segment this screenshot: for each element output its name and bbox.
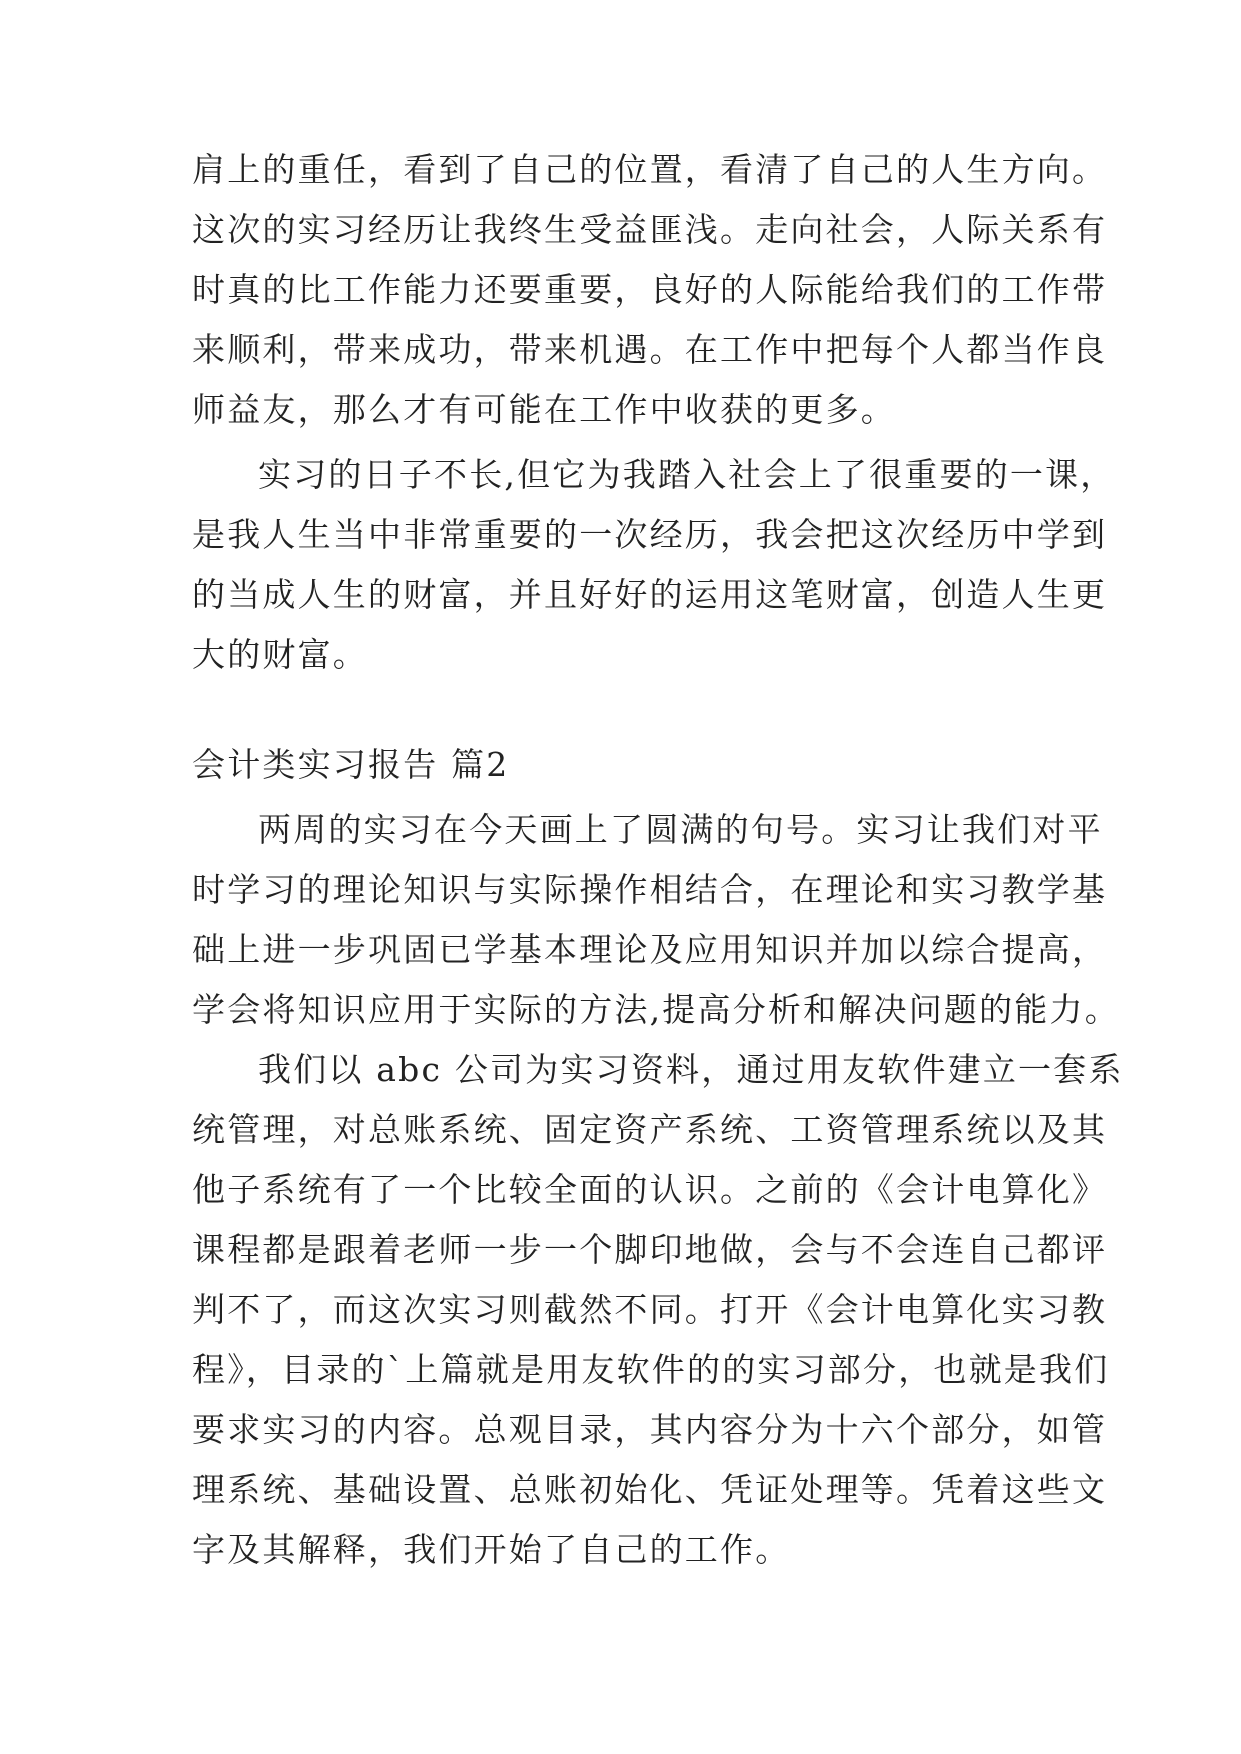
paragraph-line: 判不了，而这次实习则截然不同。打开《会计电算化实习教 [192,1290,1108,1329]
paragraph-line: 两周的实习在今天画上了圆满的句号。实习让我们对平 [258,810,1103,849]
paragraph-line: 来顺利，带来成功，带来机遇。在工作中把每个人都当作良 [192,330,1108,369]
paragraph-line: 师益友，那么才有可能在工作中收获的更多。 [192,390,896,429]
paragraph-line: 学会将知识应用于实际的方法,提高分析和解决问题的能力。 [192,990,1120,1029]
paragraph-line: 理系统、基础设置、总账初始化、凭证处理等。凭着这些文 [192,1470,1108,1509]
paragraph-line: 是我人生当中非常重要的一次经历，我会把这次经历中学到 [192,515,1108,554]
paragraph-line: 础上进一步巩固已学基本理论及应用知识并加以综合提高， [192,930,1108,969]
paragraph-line: 课程都是跟着老师一步一个脚印地做，会与不会连自己都评 [192,1230,1108,1269]
paragraph-line: 字及其解释，我们开始了自己的工作。 [192,1530,791,1569]
paragraph-line: 实习的日子不长,但它为我踏入社会上了很重要的一课， [258,455,1116,494]
paragraph-line: 时学习的理论知识与实际操作相结合，在理论和实习教学基 [192,870,1108,909]
paragraph-line: 肩上的重任，看到了自己的位置，看清了自己的人生方向。 [192,150,1108,189]
paragraph-line: 的当成人生的财富，并且好好的运用这笔财富，创造人生更 [192,575,1108,614]
paragraph-line: 程》，目录的`上篇就是用友软件的的实习部分，也就是我们 [192,1350,1110,1389]
paragraph-line: 时真的比工作能力还要重要，良好的人际能给我们的工作带 [192,270,1108,309]
section-heading: 会计类实习报告 篇2 [192,745,510,784]
paragraph-line: 这次的实习经历让我终生受益匪浅。走向社会，人际关系有 [192,210,1108,249]
paragraph-line: 我们以 abc 公司为实习资料，通过用友软件建立一套系 [258,1050,1124,1089]
paragraph-line: 大的财富。 [192,635,368,674]
paragraph-line: 他子系统有了一个比较全面的认识。之前的《会计电算化》 [192,1170,1108,1209]
paragraph-line: 要求实习的内容。总观目录，其内容分为十六个部分，如管 [192,1410,1108,1449]
paragraph-line: 统管理，对总账系统、固定资产系统、工资管理系统以及其 [192,1110,1108,1149]
